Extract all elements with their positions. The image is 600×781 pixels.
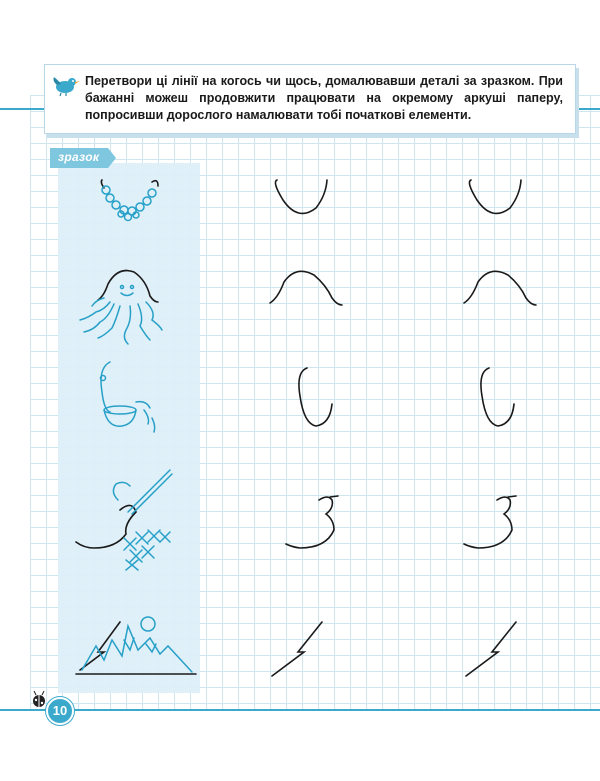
bug-icon: [30, 690, 48, 708]
swan-line-2: [464, 496, 516, 548]
dome-line-1: [270, 271, 342, 305]
swan-line-1: [286, 496, 338, 548]
task-instruction: Перетвори ці лінії на когось чи щось, домалювавши деталі за зразком. При бажанні можеш продовжити працювати на окремому аркуші паперу, попросивши дорослого намалювати тобі початкові елементи.: [85, 74, 563, 122]
sample-label: зразок: [58, 150, 100, 164]
dome-line-2: [464, 271, 536, 305]
page-number: 10: [46, 697, 74, 725]
hook-line-2: [481, 368, 514, 426]
necklace-sample-line: [101, 180, 158, 188]
needle-embroidery-sample: [113, 470, 172, 570]
jellyfish-sample-line: [98, 271, 158, 303]
necklace-line-1: [275, 180, 327, 213]
zigzag-line-1: [272, 622, 322, 676]
mountain-sample: [82, 617, 192, 672]
ladle-sample: [101, 362, 155, 432]
hook-line-1: [299, 368, 332, 426]
zigzag-line-2: [466, 622, 516, 676]
necklace-sample: [102, 186, 156, 221]
necklace-line-2: [469, 180, 521, 213]
